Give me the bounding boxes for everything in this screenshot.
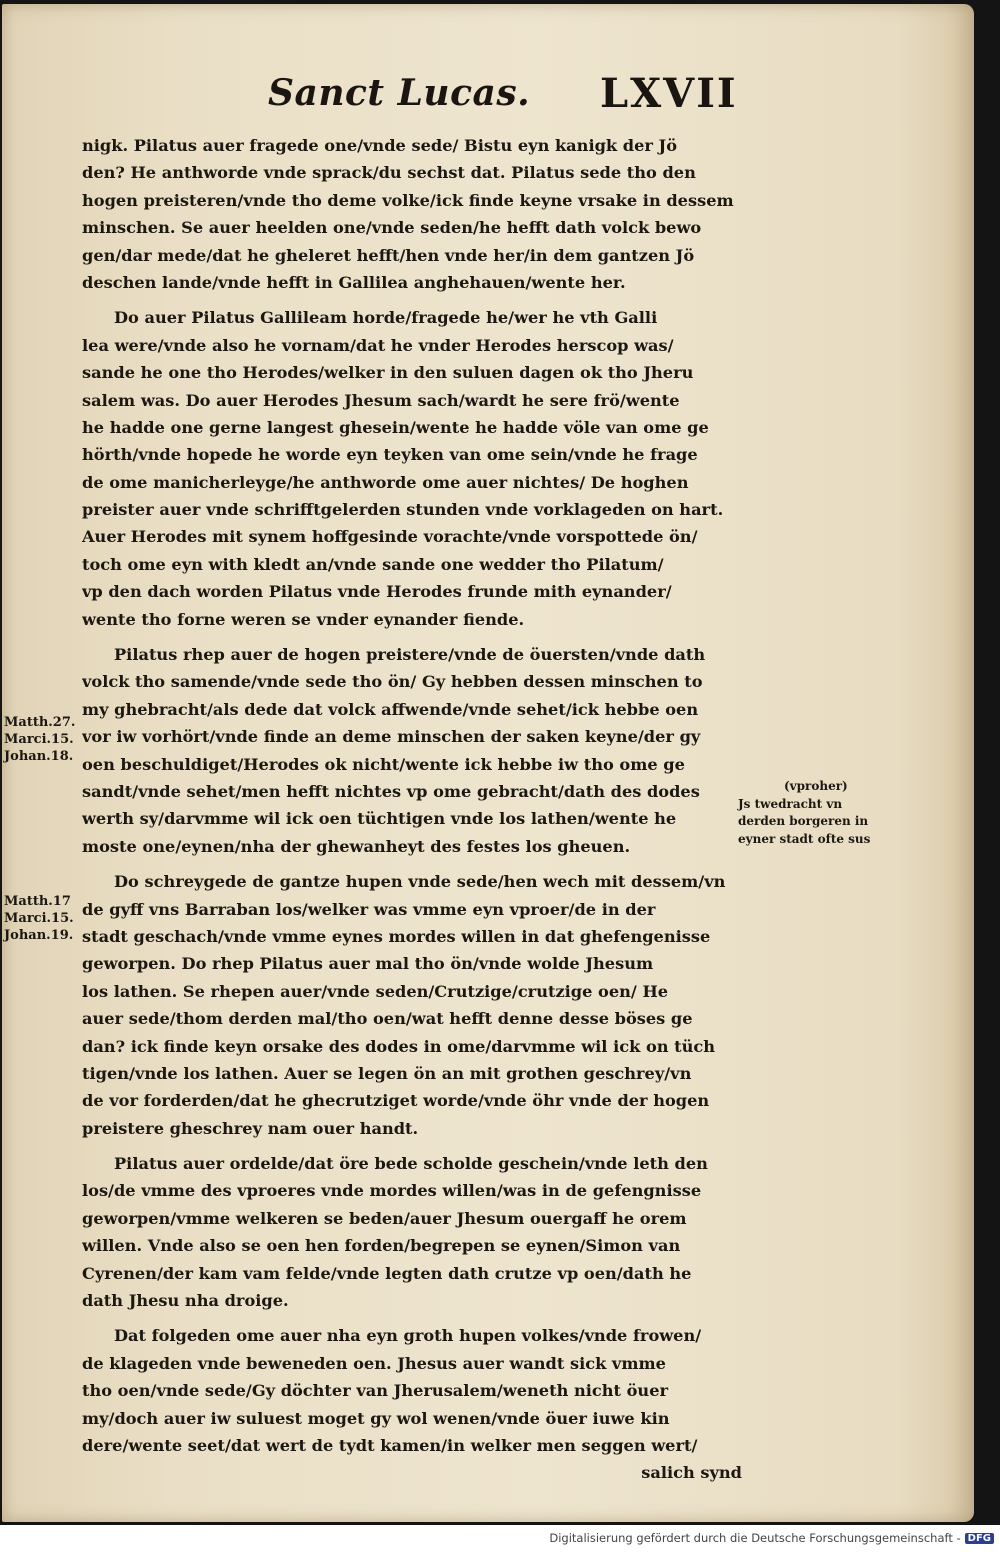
text-line: volck tho samende/vnde sede tho ön/ Gy hebben dessen minschen to: [82, 672, 703, 692]
text-line: vor iw vorhört/vnde finde an deme minschen der saken keyne/der gy: [82, 727, 701, 747]
text-line: salem was. Do auer Herodes Jhesum sach/wardt he sere frö/wente: [82, 390, 680, 410]
margin-reference-1: [4, 714, 75, 765]
text-line: tigen/vnde los lathen. Auer se legen ön an mit grothen geschrey/vn: [82, 1063, 692, 1083]
text-line: deschen lande/vnde hefft in Gallilea anghehauen/wente her.: [82, 272, 626, 292]
text-line: dan? ick finde keyn orsake des dodes in ome/darvmme wil ick on tüch: [82, 1036, 716, 1056]
gloss-line: derden borgeren in: [738, 814, 869, 828]
text-line: tho oen/vnde sede/Gy döchter van Jherusalem/weneth nicht öuer: [82, 1381, 669, 1401]
text-line: stadt geschach/vnde vmme eynes mordes willen in dat ghefengenisse: [82, 926, 711, 946]
text-line: Cyrenen/der kam vam felde/vnde legten dath crutze vp oen/dath he: [82, 1263, 692, 1283]
text-line: sande he one tho Herodes/welker in den suluen dagen ok tho Jheru: [82, 363, 694, 383]
margin-ref-line: Matth.17: [4, 894, 71, 909]
dfg-logo: DFG: [965, 1533, 994, 1544]
text-line: Do schreygede de gantze hupen vnde sede/hen wech mit dessem/vn: [114, 872, 726, 892]
text-line: preister auer vnde schrifftgelerden stunden vnde vorklageden on hart.: [82, 500, 724, 520]
text-line: Pilatus auer ordelde/dat öre bede scholde geschein/vnde leth den: [114, 1154, 708, 1174]
text-line: de ome manicherleyge/he anthworde ome auer nichtes/ De hoghen: [82, 472, 689, 492]
text-line: geworpen/vmme welkeren se beden/auer Jhesum ouergaff he orem: [82, 1208, 687, 1228]
gloss-line: Js twedracht vn: [738, 796, 843, 811]
text-line: dath Jhesu nha droige.: [82, 1291, 289, 1311]
text-line: willen. Vnde also se oen hen forden/begrepen se eynen/Simon van: [82, 1236, 681, 1256]
text-line: Do auer Pilatus Gallileam horde/fragede he/wer he vth Galli: [114, 308, 658, 328]
text-line: dere/wente seet/dat wert de tydt kamen/in welker men seggen wert/: [82, 1435, 698, 1455]
margin-ref-line: Johan.18.: [4, 749, 74, 764]
text-line: werth sy/darvmme wil ick oen tüchtigen vnde los lathen/wente he: [82, 809, 677, 829]
text-line: auer sede/thom derden mal/tho oen/wat hefft denne desse böses ge: [82, 1009, 693, 1029]
margin-reference-2: [4, 893, 74, 944]
text-line: de vor forderden/dat he ghecrutziget worde/vnde öhr vnde der hogen: [82, 1091, 710, 1111]
text-line: Pilatus rhep auer de hogen preistere/vnde de öuersten/vnde dath: [114, 645, 706, 665]
text-line: hogen preisteren/vnde tho deme volke/ick finde keyne vrsake in dessem: [82, 190, 734, 210]
text-line: hörth/vnde hopede he worde eyn teyken van ome sein/vnde he frage: [82, 445, 698, 465]
digitization-credit: [549, 1531, 994, 1545]
text-line: my/doch auer iw suluest moget gy wol wenen/vnde öuer iuwe kin: [82, 1408, 670, 1428]
text-line: vp den dach worden Pilatus vnde Herodes frunde mith eynander/: [82, 582, 672, 602]
text-line: de gyff vns Barraban los/welker was vmme eyn vproer/de in der: [82, 899, 656, 919]
catchword: salich synd: [641, 1463, 742, 1483]
text-line: Dat folgeden ome auer nha eyn groth hupen volkes/vnde frowen/: [114, 1326, 702, 1346]
text-line: moste one/eynen/nha der ghewanheyt des festes los gheuen.: [82, 836, 631, 856]
text-line: he hadde one gerne langest ghesein/wente he hadde völe van ome ge: [82, 417, 709, 437]
text-line: los lathen. Se rhepen auer/vnde seden/Crutzige/crutzige oen/ He: [82, 981, 669, 1001]
text-line: wente tho forne weren se vnder eynander fiende.: [82, 609, 525, 629]
main-text-block: [82, 132, 742, 1487]
text-line: de klageden vnde beweneden oen. Jhesus auer wandt sick vmme: [82, 1353, 666, 1373]
text-line: gen/dar mede/dat he gheleret hefft/hen vnde her/in dem gantzen Jö: [82, 245, 695, 265]
text-line: my ghebracht/als dede dat volck affwende/vnde sehet/ick hebbe oen: [82, 699, 699, 719]
text-line: sandt/vnde sehet/men hefft nichtes vp ome gebracht/dath des dodes: [82, 781, 700, 801]
text-line: lea were/vnde also he vornam/dat he vnder Herodes herscop was/: [82, 335, 674, 355]
gloss-line: eyner stadt ofte sus: [738, 831, 871, 846]
text-line: den? He anthworde vnde sprack/du sechst dat. Pilatus sede tho den: [82, 163, 696, 183]
text-line: Auer Herodes mit synem hoffgesinde vorachte/vnde vorspottede ön/: [82, 527, 698, 547]
text-line: toch ome eyn with kledt an/vnde sande one wedder tho Pilatum/: [82, 554, 664, 574]
margin-ref-line: Johan.19.: [4, 928, 74, 943]
margin-gloss: [738, 778, 870, 848]
running-head-title: Sanct Lucas.: [268, 72, 531, 114]
text-line: los/de vmme des vproeres vnde mordes willen/was in de gefengnisse: [82, 1181, 702, 1201]
text-line: minschen. Se auer heelden one/vnde seden/he hefft dath volck bewo: [82, 218, 702, 238]
margin-ref-line: Marci.15.: [4, 911, 74, 926]
text-line: preistere gheschrey nam ouer handt.: [82, 1118, 419, 1138]
margin-ref-line: Marci.15.: [4, 732, 74, 747]
text-line: geworpen. Do rhep Pilatus auer mal tho ön/vnde wolde Jhesum: [82, 954, 654, 974]
text-line: oen beschuldiget/Herodes ok nicht/wente ick hebbe iw tho ome ge: [82, 754, 685, 774]
margin-ref-line: Matth.27.: [4, 715, 76, 730]
gloss-title: (vproher): [784, 779, 848, 793]
folio-number: LXVII: [600, 70, 738, 117]
text-line: nigk. Pilatus auer fragede one/vnde sede/ Bistu eyn kanigk der Jö: [82, 136, 678, 155]
credit-text: Digitalisierung gefördert durch die Deutsche Forschungsgemeinschaft -: [549, 1531, 961, 1545]
